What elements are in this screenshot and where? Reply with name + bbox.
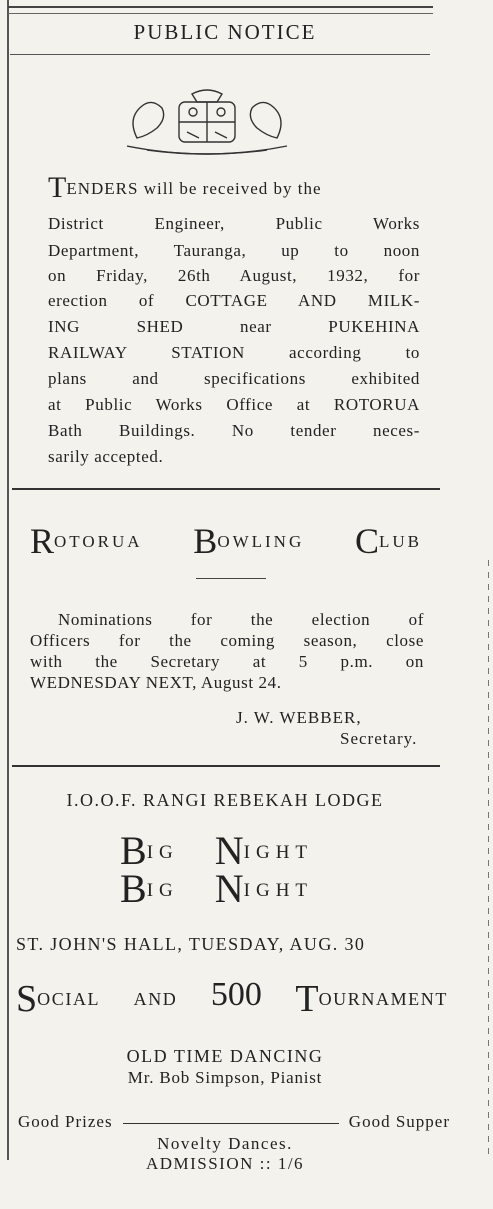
bowling-club-title (30, 521, 422, 561)
hall-date-line: ST. JOHN'S HALL, TUESDAY, AUG. 30 (16, 934, 366, 954)
notice-line: Bath Buildings. No tender neces- (48, 421, 420, 440)
word-social: SOCIAL (16, 978, 101, 1020)
signatory-title: Secretary. (340, 729, 418, 748)
notice-line: plans and specifications exhibited (48, 369, 420, 388)
old-time-dancing: OLD TIME DANCING (126, 1046, 324, 1066)
column-border-right (488, 560, 489, 1160)
prizes-supper-line (18, 1112, 450, 1132)
big-night-line-2: BIG NIGHT (120, 866, 314, 911)
tenders-first-text: ENDERS will be received by the (66, 179, 322, 198)
bowling-line: Officers for the coming season, close (30, 631, 424, 650)
bowling-line: Nominations for the election of (58, 610, 424, 629)
notice-line: Department, Tauranga, up to noon (48, 241, 420, 260)
notice-line: at Public Works Office at ROTORUA (48, 395, 420, 414)
tenders-opening-line (48, 171, 420, 204)
notice-last-line: sarily accepted. (48, 447, 164, 466)
section-divider (12, 765, 440, 767)
lodge-title: I.O.O.F. RANGI REBEKAH LODGE (66, 790, 384, 810)
notice-line: erection of COTTAGE AND MILK- (48, 291, 420, 310)
title-word-bowling: BOWLING (193, 521, 305, 561)
notice-line: District Engineer, Public Works (48, 214, 420, 233)
prizes-rule (123, 1123, 339, 1124)
heading-rule (10, 54, 430, 55)
number-500: 500 (210, 976, 262, 1013)
bowling-last-line: WEDNESDAY NEXT, August 24. (30, 673, 282, 692)
novelty-dances: Novelty Dances. (157, 1134, 293, 1153)
big-night-line-1: BIG NIGHT (120, 828, 314, 873)
good-supper: Good Supper (348, 1112, 450, 1131)
title-word-club: CLUB (354, 521, 422, 561)
notice-line: on Friday, 26th August, 1932, for (48, 266, 420, 285)
public-notice-heading: PUBLIC NOTICE (133, 20, 317, 44)
top-rule (8, 6, 433, 14)
column-border-left (7, 0, 9, 1160)
section-divider (12, 488, 440, 490)
social-tournament-line (16, 976, 448, 1020)
pianist-line: Mr. Bob Simpson, Pianist (127, 1068, 323, 1087)
short-rule (196, 578, 266, 579)
word-and: AND (133, 989, 178, 1009)
coat-of-arms-crest (117, 88, 297, 160)
notice-line: RAILWAY STATION according to (48, 343, 420, 362)
good-prizes: Good Prizes (18, 1112, 113, 1131)
signatory-name: J. W. WEBBER, (236, 708, 362, 727)
admission-price: ADMISSION :: 1/6 (145, 1154, 305, 1173)
notice-line: ING SHED near PUKEHINA (48, 317, 420, 336)
bowling-line: with the Secretary at 5 p.m. on (30, 652, 424, 671)
tenders-drop-cap: T (48, 171, 67, 204)
title-word-rotorua: ROTORUA (30, 521, 143, 561)
word-tournament: TOURNAMENT (295, 978, 448, 1020)
